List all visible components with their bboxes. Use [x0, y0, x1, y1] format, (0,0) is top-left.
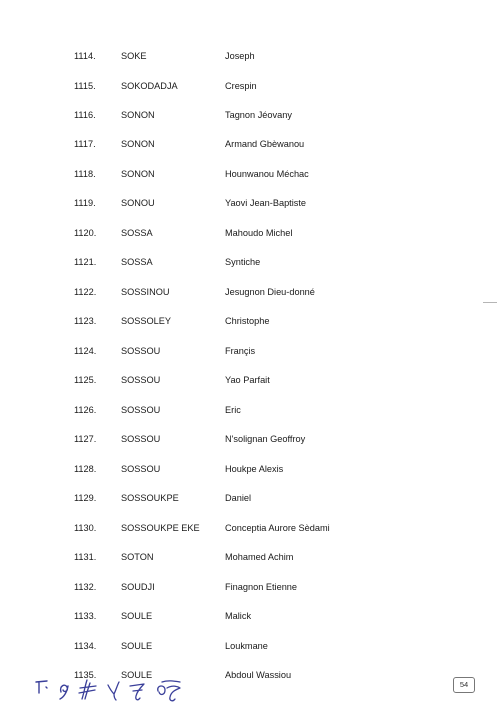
list-row — [0, 225, 500, 241]
entry-last-name: SONOU — [121, 198, 155, 209]
entry-number: 1130. — [74, 522, 97, 533]
entry-last-name: SOULE — [121, 670, 153, 681]
page-number: 54 — [453, 677, 475, 693]
entry-last-name: SOSSOU — [121, 404, 161, 415]
entry-last-name: SOSSOUKPE — [121, 493, 179, 504]
entry-first-name: Yaovi Jean-Baptiste — [225, 198, 307, 209]
list-row — [0, 254, 500, 270]
list-row — [0, 166, 500, 182]
entry-number: 1135. — [74, 670, 97, 681]
entry-last-name: SOSSINOU — [121, 286, 170, 297]
entry-last-name: SOULE — [121, 640, 153, 651]
list-row — [0, 520, 500, 536]
entry-last-name: SOULE — [121, 611, 153, 622]
list-row — [0, 431, 500, 447]
entry-first-name: Mohamed Achim — [225, 552, 294, 563]
margin-mark — [483, 302, 497, 303]
entry-first-name: Loukmane — [225, 640, 268, 651]
list-row — [0, 402, 500, 418]
entry-number: 1114. — [74, 51, 96, 61]
entry-last-name: SOSSOLEY — [121, 316, 172, 327]
entry-number: 1133. — [74, 611, 97, 622]
list-row — [0, 579, 500, 595]
entry-number: 1119. — [74, 198, 96, 209]
list-row — [0, 107, 500, 123]
entry-last-name: SONON — [121, 139, 155, 150]
entry-last-name: SOTON — [121, 552, 154, 563]
entry-first-name: Conceptia Aurore Sèdami — [225, 522, 330, 533]
entry-number: 1128. — [74, 463, 97, 474]
entry-first-name: Yao Parfait — [225, 375, 270, 386]
entry-first-name: Armand Gbèwanou — [225, 139, 305, 150]
entry-last-name: SOSSOU — [121, 463, 161, 474]
entry-number: 1129. — [74, 493, 97, 504]
list-row — [0, 343, 500, 359]
entry-first-name: Syntiche — [225, 257, 261, 268]
list-row — [0, 48, 500, 64]
list-row — [0, 638, 500, 654]
entry-last-name: SOSSA — [121, 257, 153, 268]
entry-first-name: Eric — [225, 404, 241, 415]
entry-first-name: Tagnon Jéovany — [225, 110, 292, 120]
list-row — [0, 608, 500, 624]
entry-number: 1127. — [74, 434, 97, 445]
entry-number: 1115. — [74, 80, 96, 91]
list-row — [0, 136, 500, 152]
entry-first-name: Finagnon Etienne — [225, 581, 298, 592]
list-row — [0, 490, 500, 506]
list-row — [0, 284, 500, 300]
entry-first-name: Malick — [225, 611, 252, 622]
entry-last-name: SOSSOU — [121, 345, 161, 356]
entry-number: 1134. — [74, 640, 97, 651]
entry-number: 1125. — [74, 375, 97, 386]
entry-number: 1124. — [74, 345, 97, 356]
entry-first-name: N'solignan Geoffroy — [225, 434, 306, 445]
entry-number: 1118. — [74, 168, 96, 179]
entry-last-name: SOSSOU — [121, 375, 161, 386]
initials-signatures — [34, 676, 274, 704]
entry-first-name: Daniel — [225, 493, 252, 504]
entry-first-name: Mahoudo Michel — [225, 227, 293, 238]
entry-number: 1123. — [74, 316, 97, 327]
entry-last-name: SONON — [121, 168, 155, 179]
entry-first-name: Abdoul Wassiou — [225, 670, 292, 681]
list-row — [0, 372, 500, 388]
entry-number: 1117. — [74, 139, 96, 150]
entry-first-name: Crespin — [225, 80, 257, 91]
entry-last-name: SOKE — [121, 51, 147, 61]
entry-last-name: SOSSA — [121, 227, 153, 238]
entry-first-name: Joseph — [225, 51, 255, 61]
list-row — [0, 461, 500, 477]
list-row — [0, 549, 500, 565]
entry-first-name: Christophe — [225, 316, 270, 327]
entry-number: 1116. — [74, 110, 96, 120]
entry-last-name: SOKODADJA — [121, 80, 178, 91]
entry-last-name: SOSSOUKPE EKE — [121, 522, 200, 533]
entry-first-name: Jesugnon Dieu-donné — [225, 286, 315, 297]
entry-number: 1122. — [74, 286, 97, 297]
list-row — [0, 78, 500, 94]
entry-last-name: SOSSOU — [121, 434, 161, 445]
entry-last-name: SONON — [121, 110, 155, 120]
entry-number: 1132. — [74, 581, 97, 592]
entry-first-name: Houkpe Alexis — [225, 463, 284, 474]
entry-first-name: Hounwanou Méchac — [225, 168, 309, 179]
list-row — [0, 313, 500, 329]
entry-first-name: Françis — [225, 345, 256, 356]
entry-number: 1120. — [74, 227, 97, 238]
entry-number: 1126. — [74, 404, 97, 415]
entry-number: 1131. — [74, 552, 97, 563]
entry-last-name: SOUDJI — [121, 581, 155, 592]
list-row — [0, 195, 500, 211]
entry-number: 1121. — [74, 257, 97, 268]
